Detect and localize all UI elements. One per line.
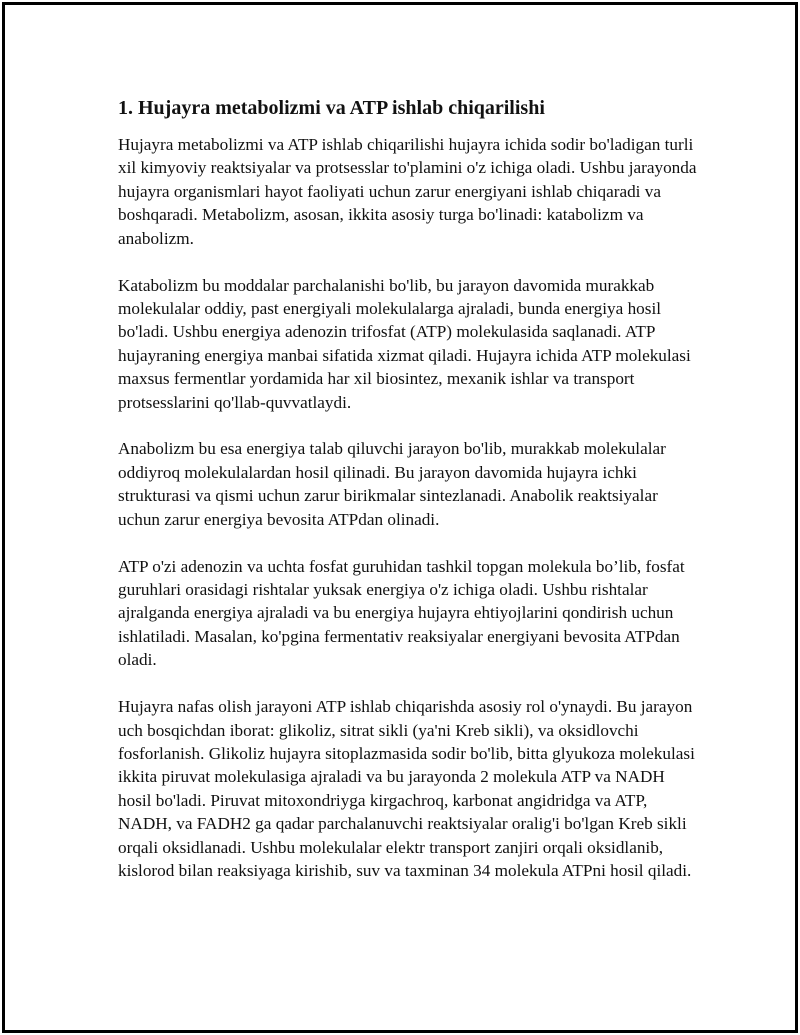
document-body xyxy=(118,96,698,882)
paragraph-cellular-respiration: Hujayra nafas olish jarayoni ATP ishlab chiqarishda asosiy rol o'ynaydi. Bu jarayon uch bosqichdan iborat: glikoliz, sitrat sikli (ya'ni Kreb sikli), va oksidlovchi fosforlanish. Glikoliz hujayra sitoplazmasida sodir bo'lib, bitta glyukoza molekulasi ikkita piruvat molekulasiga ajraladi va bu jarayonda 2 molekula ATP va NADH hosil bo'ladi. Piruvat mitoxondriyga kirgachroq, karbonat angidridga va ATP, NADH, va FADH2 ga qadar parchalanuvchi reaktsiyalar oralig'i bo'lgan Kreb sikli orqali oksidlanadi. Ushbu molekulalar elektr transport zanjiri orqali oksidlanib, kislorod bilan reaksiyaga kirishib, suv va taxminan 34 molekula ATPni hosil qiladi. xyxy=(118,697,695,880)
paragraph-metabolism-intro: Hujayra metabolizmi va ATP ishlab chiqarilishi hujayra ichida sodir bo'ladigan turli xil kimyoviy reaktsiyalar va protsesslar to'plamini o'z ichiga oladi. Ushbu jarayonda hujayra organismlari hayot faoliyati uchun zarur energiyani ishlab chiqaradi va boshqaradi. Metabolizm, asosan, ikkita asosiy turga bo'linadi: katabolizm va anabolizm. xyxy=(118,135,697,248)
section-title: 1. Hujayra metabolizmi va ATP ishlab chiqarilishi xyxy=(118,97,545,119)
paragraph-catabolism: Katabolizm bu moddalar parchalanishi bo'lib, bu jarayon davomida murakkab molekulalar oddiy, past energiyali molekulalarga ajraladi, bunda energiya hosil bo'ladi. Ushbu energiya adenozin trifosfat (ATP) molekulasida saqlanadi. ATP hujayraning energiya manbai sifatida xizmat qiladi. Hujayra ichida ATP molekulasi maxsus fermentlar yordamida har xil biosintez, mexanik ishlar va transport protsesslarini qo'llab-quvvatlaydi. xyxy=(118,275,691,412)
page-frame xyxy=(2,2,798,1033)
paragraph-atp-structure: ATP o'zi adenozin va uchta fosfat guruhidan tashkil topgan molekula bo’lib, fosfat guruhlari orasidagi rishtalar yuksak energiya o'z ichiga oladi. Ushbu rishtalar ajralganda energiya ajraladi va bu energiya hujayra ehtiyojlarini qondirish uchun ishlatiladi. Masalan, ko'pgina fermentativ reaksiyalar energiyani bevosita ATPdan oladi. xyxy=(118,556,685,670)
paragraph-anabolism: Anabolizm bu esa energiya talab qiluvchi jarayon bo'lib, murakkab molekulalar oddiyroq molekulalardan hosil qilinadi. Bu jarayon davomida hujayra ichki strukturasi va qismi uchun zarur birikmalar sintezlanadi. Anabolik reaktsiyalar uchun zarur energiya bevosita ATPdan olinadi. xyxy=(118,439,666,529)
